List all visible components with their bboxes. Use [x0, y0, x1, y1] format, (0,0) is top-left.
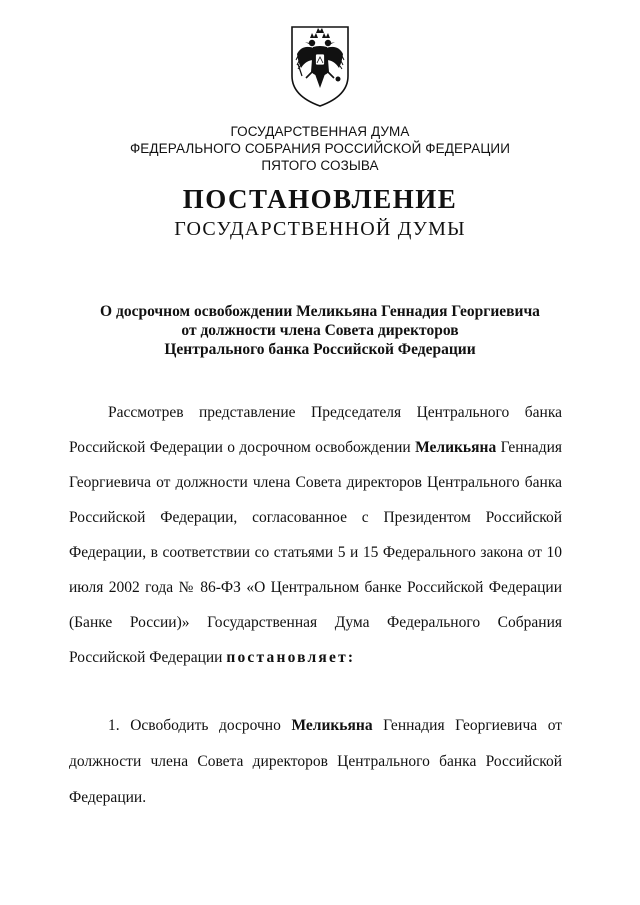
- subject-line-2: от должности члена Совета директоров: [181, 322, 459, 339]
- preamble-line: Рассмотрев представление Председателя Центрального банка: [108, 404, 562, 421]
- preamble-line: Российской Федерации, согласованное с Президентом Российской: [69, 509, 562, 526]
- person-name-bold: Меликьяна: [291, 717, 373, 734]
- item-line: Федерации.: [69, 789, 147, 806]
- preamble-line: (Банке России)» Государственная Дума Федерального Собрания: [69, 614, 562, 631]
- item-line: должности члена Совета директоров Центрального банка Российской: [69, 753, 562, 770]
- resolves-keyword: постановляет:: [226, 649, 356, 666]
- preamble-line: Российской Федерации постановляет:: [69, 649, 356, 666]
- subject-line-1: О досрочном освобождении Меликьяна Геннадия Георгиевича: [100, 303, 540, 320]
- convocation-line: ПЯТОГО СОЗЫВА: [261, 158, 379, 173]
- subject-line-3: Центрального банка Российской Федерации: [164, 341, 476, 358]
- item-line: 1. Освободить досрочно Меликьяна Геннадия Георгиевича от: [108, 717, 563, 734]
- coat-of-arms-icon: [288, 24, 352, 108]
- preamble-line: Георгиевича от должности члена Совета директоров Центрального банка: [69, 474, 562, 491]
- document-type-title: ПОСТАНОВЛЕНИЕ: [182, 184, 458, 214]
- org-name-line-2: ФЕДЕРАЛЬНОГО СОБРАНИЯ РОССИЙСКОЙ ФЕДЕРАЦИИ: [129, 141, 511, 156]
- preamble-line: Федерации, в соответствии со статьями 5 и 15 Федерального закона от 10: [69, 544, 562, 561]
- preamble-line: Российской Федерации о досрочном освобождении Меликьяна Геннадия: [69, 439, 563, 456]
- org-name-line-1: ГОСУДАРСТВЕННАЯ ДУМА: [230, 124, 410, 139]
- preamble-line: июля 2002 года № 86-ФЗ «О Центральном банке Российской Федерации: [69, 579, 562, 596]
- document-type-subtitle: ГОСУДАРСТВЕННОЙ ДУМЫ: [174, 218, 466, 240]
- person-name-bold: Меликьяна: [415, 439, 497, 456]
